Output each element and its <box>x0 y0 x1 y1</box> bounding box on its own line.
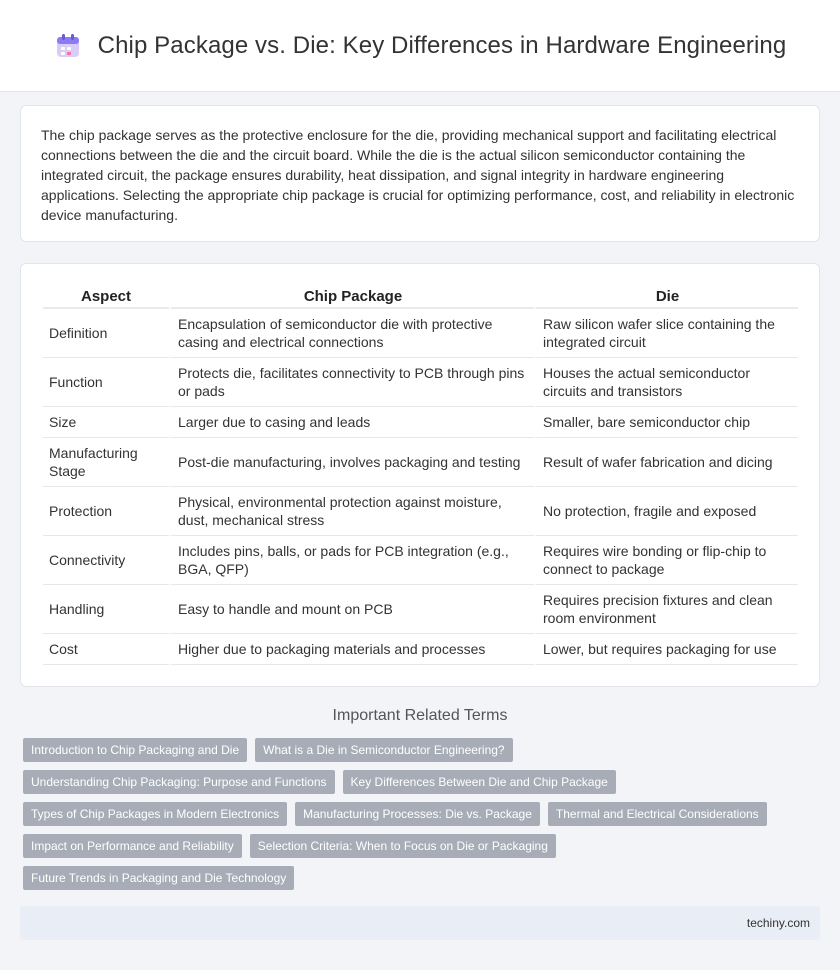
page-header <box>0 0 840 92</box>
table-row <box>43 585 798 634</box>
aspect-cell: Size <box>43 407 169 438</box>
related-term-tag[interactable]: Manufacturing Processes: Die vs. Package <box>295 802 540 826</box>
chip-package-cell: Protects die, facilitates connectivity to PCB through pins or pads <box>169 358 534 407</box>
aspect-cell: Connectivity <box>43 536 169 585</box>
aspect-cell: Manufacturing Stage <box>43 438 169 487</box>
tag-row <box>23 770 813 794</box>
header-inner <box>54 32 787 60</box>
header-chip-package: Chip Package <box>169 280 534 309</box>
aspect-cell: Protection <box>43 487 169 536</box>
chip-package-cell: Larger due to casing and leads <box>169 407 534 438</box>
tag-row <box>23 834 813 858</box>
chip-package-cell: Includes pins, balls, or pads for PCB integration (e.g., BGA, QFP) <box>169 536 534 585</box>
die-cell: Requires wire bonding or flip-chip to connect to package <box>534 536 798 585</box>
page-footer <box>20 906 820 940</box>
table-row <box>43 634 798 665</box>
related-terms-list <box>23 738 813 898</box>
table-row <box>43 536 798 585</box>
header-aspect: Aspect <box>43 280 169 309</box>
chip-package-cell: Post-die manufacturing, involves packaging and testing <box>169 438 534 487</box>
die-cell: Houses the actual semiconductor circuits and transistors <box>534 358 798 407</box>
page-title: Chip Package vs. Die: Key Differences in Hardware Engineering <box>97 31 787 59</box>
related-term-tag[interactable]: Types of Chip Packages in Modern Electronics <box>23 802 287 826</box>
table-row <box>43 407 798 438</box>
related-term-tag[interactable]: Future Trends in Packaging and Die Technology <box>23 866 294 890</box>
die-cell: No protection, fragile and exposed <box>534 487 798 536</box>
table-row <box>43 358 798 407</box>
related-term-tag[interactable]: What is a Die in Semiconductor Engineering? <box>255 738 512 762</box>
tag-row <box>23 866 813 890</box>
related-terms-title: Important Related Terms <box>332 707 508 724</box>
die-cell: Smaller, bare semiconductor chip <box>534 407 798 438</box>
intro-card <box>20 105 820 242</box>
related-term-tag[interactable]: Key Differences Between Die and Chip Package <box>343 770 616 794</box>
related-term-tag[interactable]: Selection Criteria: When to Focus on Die or Packaging <box>250 834 556 858</box>
die-cell: Requires precision fixtures and clean room environment <box>534 585 798 634</box>
aspect-cell: Function <box>43 358 169 407</box>
chip-package-cell: Physical, environmental protection against moisture, dust, mechanical stress <box>169 487 534 536</box>
die-cell: Raw silicon wafer slice containing the integrated circuit <box>534 309 798 358</box>
table-row <box>43 438 798 487</box>
table-row <box>43 487 798 536</box>
related-term-tag[interactable]: Thermal and Electrical Considerations <box>548 802 767 826</box>
die-cell: Result of wafer fabrication and dicing <box>534 438 798 487</box>
comparison-table <box>43 280 798 665</box>
chip-package-cell: Higher due to packaging materials and processes <box>169 634 534 665</box>
chip-package-cell: Easy to handle and mount on PCB <box>169 585 534 634</box>
die-cell: Lower, but requires packaging for use <box>534 634 798 665</box>
aspect-cell: Definition <box>43 309 169 358</box>
comparison-card <box>20 263 820 687</box>
related-term-tag[interactable]: Impact on Performance and Reliability <box>23 834 242 858</box>
table-row <box>43 309 798 358</box>
table-header-row <box>43 280 798 309</box>
related-term-tag[interactable]: Understanding Chip Packaging: Purpose and Functions <box>23 770 335 794</box>
intro-paragraph: The chip package serves as the protective enclosure for the die, providing mechanical support and facilitating electrical connections between the die and the circuit board. While the die is the actual silicon semiconductor containing the integrated circuit, the package ensures durability, heat dissipation, and signal integrity in hardware engineering applications. Selecting the appropriate chip package is crucial for optimizing performance, cost, and reliability in electronic device manufacturing. <box>41 127 795 223</box>
aspect-cell: Cost <box>43 634 169 665</box>
header-die: Die <box>534 280 798 309</box>
calendar-icon <box>54 32 82 60</box>
chip-package-cell: Encapsulation of semiconductor die with protective casing and electrical connections <box>169 309 534 358</box>
site-name[interactable]: techiny.com <box>746 916 810 930</box>
tag-row <box>23 802 813 826</box>
aspect-cell: Handling <box>43 585 169 634</box>
tag-row <box>23 738 813 762</box>
related-term-tag[interactable]: Introduction to Chip Packaging and Die <box>23 738 247 762</box>
